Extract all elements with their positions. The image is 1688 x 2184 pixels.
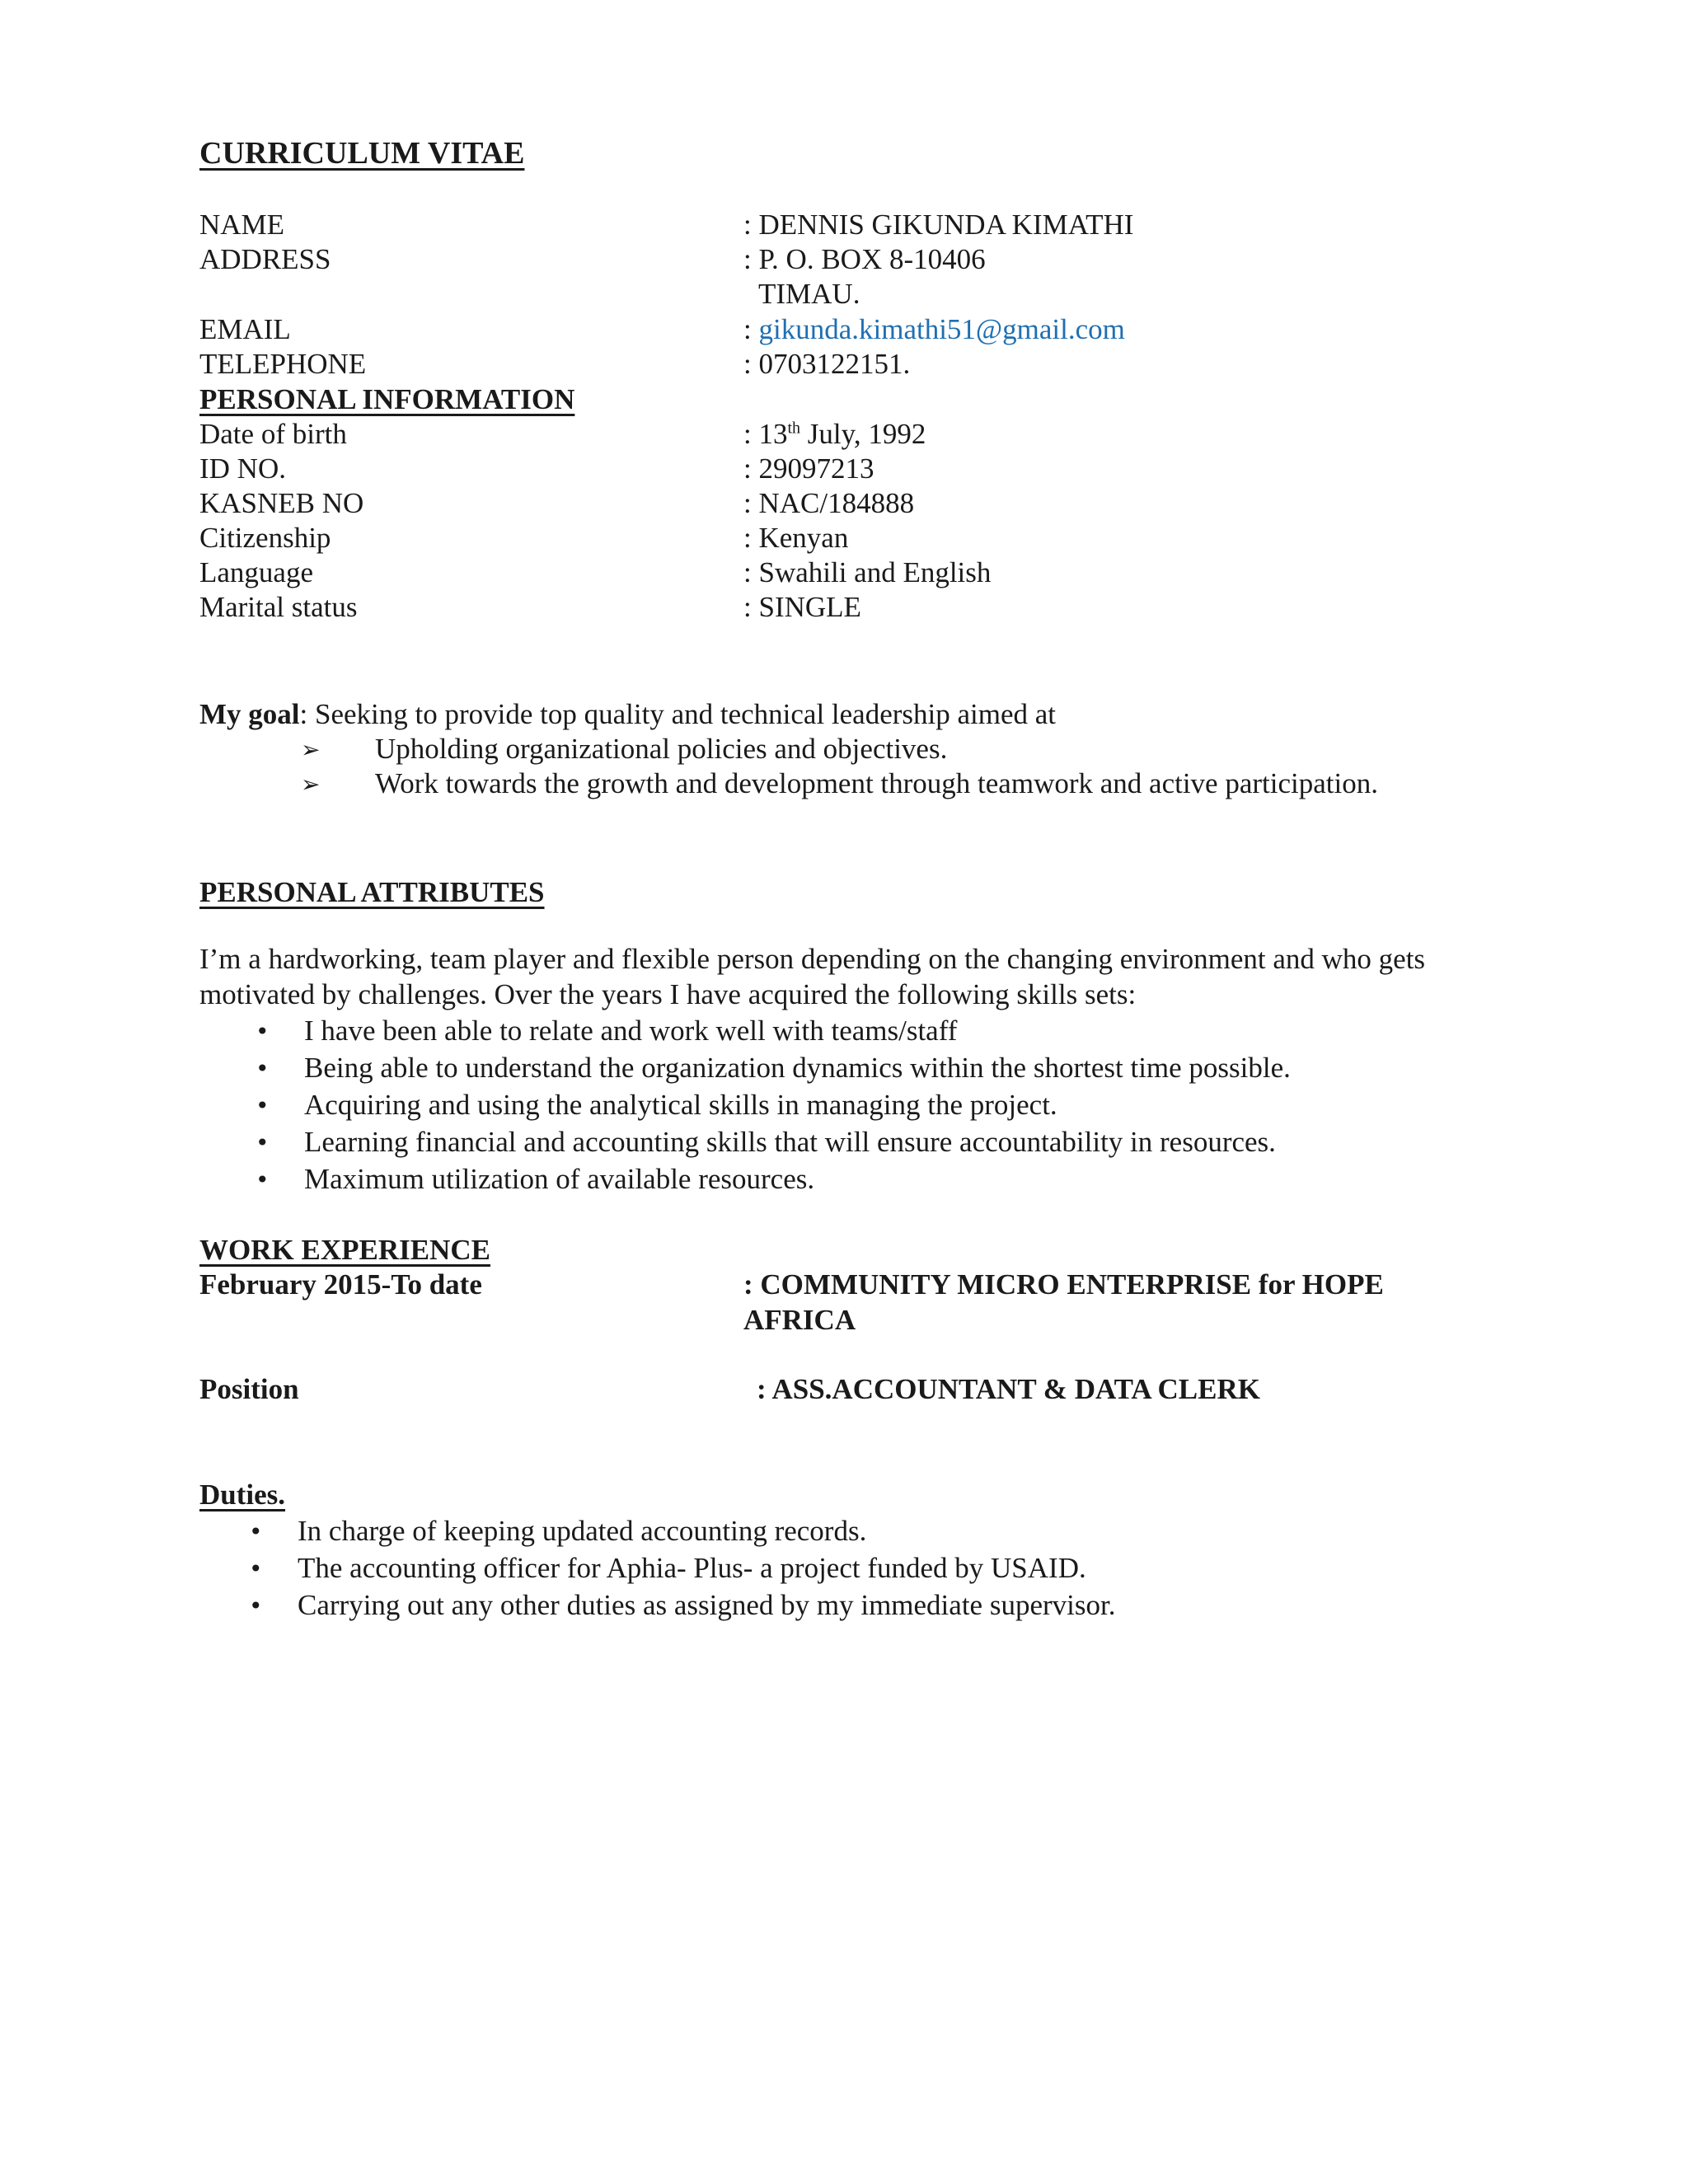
- dob-suffix-sup: th: [787, 419, 801, 438]
- attribute-item: Maximum utilization of available resources.: [304, 1163, 815, 1195]
- attribute-item: Learning financial and accounting skills that will ensure accountability in resources.: [304, 1126, 1276, 1158]
- citizenship-label: Citizenship: [199, 522, 331, 554]
- bullet-icon: •: [256, 1129, 270, 1156]
- goal-label: My goal: [199, 698, 300, 730]
- duties-heading: Duties.: [199, 1479, 286, 1511]
- bullet-icon: •: [249, 1555, 263, 1582]
- personal-info-heading: PERSONAL INFORMATION: [199, 383, 575, 415]
- address-value: : P. O. BOX 8-10406: [743, 243, 986, 275]
- email-label: EMAIL: [199, 313, 291, 345]
- attribute-item: Being able to understand the organization dynamics within the shortest time possible.: [304, 1052, 1291, 1084]
- name-label: NAME: [199, 209, 285, 241]
- attributes-intro-line1: I’m a hardworking, team player and flexible person depending on the changing environment and who gets: [199, 943, 1426, 975]
- goal-item: Work towards the growth and development through teamwork and active participation.: [375, 767, 1378, 799]
- document-title: CURRICULUM VITAE: [199, 136, 525, 171]
- dob-label: Date of birth: [199, 418, 347, 450]
- telephone-label: TELEPHONE: [199, 348, 367, 380]
- citizenship-value: : Kenyan: [743, 522, 849, 554]
- marital-label: Marital status: [199, 591, 358, 623]
- duty-item: In charge of keeping updated accounting records.: [298, 1515, 867, 1547]
- work-heading: WORK EXPERIENCE: [199, 1234, 490, 1266]
- bullet-icon: •: [256, 1018, 270, 1045]
- goal-item: Upholding organizational policies and objectives.: [375, 733, 948, 765]
- arrow-bullet-icon: ➢: [301, 771, 321, 798]
- arrow-bullet-icon: ➢: [301, 736, 321, 763]
- bullet-icon: •: [256, 1092, 270, 1119]
- duty-item: The accounting officer for Aphia- Plus- a project funded by USAID.: [298, 1552, 1086, 1584]
- bullet-icon: •: [249, 1518, 263, 1545]
- goal-line: [199, 697, 1056, 732]
- attribute-item: I have been able to relate and work well with teams/staff: [304, 1015, 958, 1047]
- address-line2: TIMAU.: [758, 278, 860, 310]
- dob-day: : 13: [743, 418, 788, 450]
- position-label: Position: [199, 1373, 299, 1405]
- attributes-intro-line2: motivated by challenges. Over the years I have acquired the following skills sets:: [199, 978, 1137, 1010]
- employer-line2: AFRICA: [743, 1304, 856, 1336]
- goal-text: : Seeking to provide top quality and technical leadership aimed at: [299, 698, 1057, 730]
- duty-item: Carrying out any other duties as assigned by my immediate supervisor.: [298, 1589, 1116, 1621]
- attribute-item: Acquiring and using the analytical skills in managing the project.: [304, 1089, 1057, 1121]
- telephone-value: : 0703122151.: [743, 348, 911, 380]
- id-value: : 29097213: [743, 452, 874, 485]
- kasneb-label: KASNEB NO: [199, 487, 364, 519]
- email-prefix: :: [743, 313, 752, 345]
- email-link[interactable]: gikunda.kimathi51@gmail.com: [758, 313, 1125, 345]
- bullet-icon: •: [256, 1055, 270, 1082]
- language-label: Language: [199, 556, 313, 588]
- address-label: ADDRESS: [199, 243, 331, 275]
- language-value: : Swahili and English: [743, 556, 992, 588]
- position-value: : ASS.ACCOUNTANT & DATA CLERK: [757, 1373, 1260, 1405]
- email-row: [743, 312, 1125, 347]
- attributes-heading: PERSONAL ATTRIBUTES: [199, 876, 545, 908]
- id-label: ID NO.: [199, 452, 286, 485]
- employer-line1: : COMMUNITY MICRO ENTERPRISE for HOPE: [743, 1268, 1384, 1301]
- bullet-icon: •: [249, 1592, 263, 1619]
- name-value: : DENNIS GIKUNDA KIMATHI: [743, 209, 1134, 241]
- dob-month-year: July, 1992: [800, 418, 926, 450]
- dob-value: [743, 417, 926, 452]
- work-period: February 2015-To date: [199, 1268, 482, 1301]
- marital-value: : SINGLE: [743, 591, 861, 623]
- kasneb-value: : NAC/184888: [743, 487, 915, 519]
- bullet-icon: •: [256, 1166, 270, 1193]
